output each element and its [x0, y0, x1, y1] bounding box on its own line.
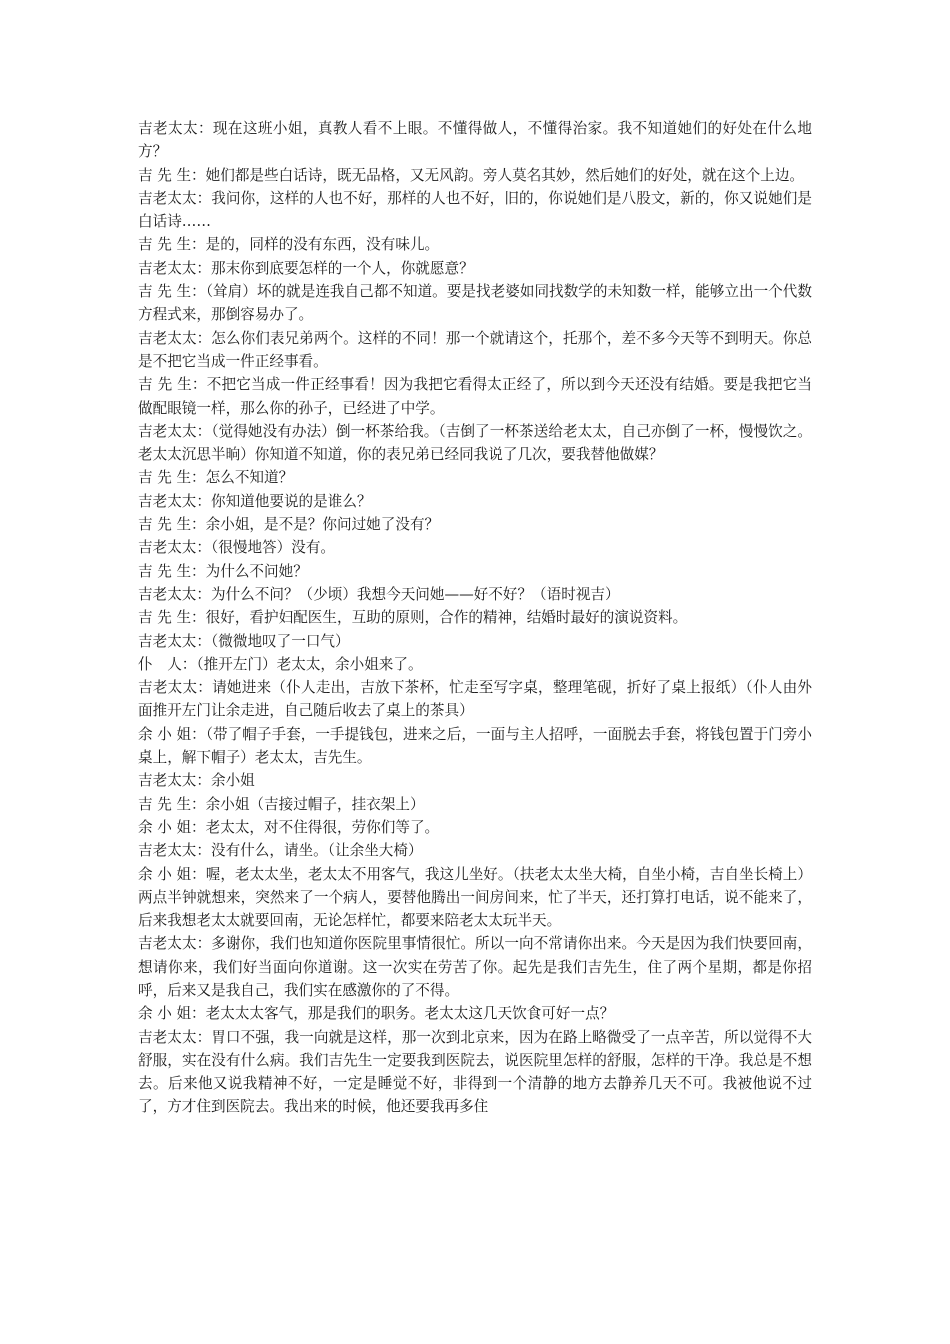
dialogue-line: 吉 先 生：不把它当成一件正经事看！因为我把它看得太正经了，所以到今天还没有结婚。要是我把它当做配眼镜一样，那么你的孙子，已经进了中学。 — [138, 376, 812, 417]
dialogue-line: 吉老太太：怎么你们表兄弟两个。这样的不同！那一个就请这个，托那个，差不多今天等不到明天。你总是不把它当成一件正经事看。 — [138, 329, 812, 370]
dialogue-line: 吉老太太：余小姐 — [138, 772, 255, 790]
dialogue-line: 吉老太太：那末你到底要怎样的一个人，你就愿意？ — [138, 259, 474, 277]
dialogue-line: 吉老太太：多谢你，我们也知道你医院里事情很忙。所以一向不常请你出来。今天是因为我们快要回南，想请你来，我们好当面向你道谢。这一次实在劳苦了你。起先是我们吉先生，住了两个星期，都是你招呼，后来又是我自己，我们实在感激你的了不得。 — [138, 935, 812, 999]
dialogue-line: 吉 先 生：怎么不知道？ — [138, 469, 294, 487]
dialogue-line: 吉老太太：请她进来（仆人走出，吉放下茶杯，忙走至写字桌，整理笔砚，折好了桌上报纸）（仆人由外面推开左门让余走进，自己随后收去了桌上的茶具） — [138, 679, 812, 720]
dialogue-line: 余 小 姐：喔，老太太坐，老太太不用客气，我这儿坐好。（扶老太太坐大椅，自坐小椅，吉自坐长椅上）两点半钟就想来，突然来了一个病人，要替他腾出一间房间来，忙了半天，还打算打电话，说不能来了，后来我想老太太就要回南，无论怎样忙，都要来陪老太太玩半天。 — [138, 865, 812, 930]
dialogue-line: 吉老太太：（很慢地答）没有。 — [138, 539, 336, 557]
dialogue-line: 余 小 姐：老太太太客气，那是我们的职务。老太太这几天饮食可好一点？ — [138, 1005, 615, 1023]
dialogue-line: 吉老太太：我问你，这样的人也不好，那样的人也不好，旧的，你说她们是八股文，新的，你又说她们是白话诗…… — [138, 189, 812, 231]
dialogue-line: 余 小 姐：老太太，对不住得很，劳你们等了。 — [138, 818, 440, 836]
dialogue-line: 吉老太太：你知道他要说的是谁么？ — [138, 492, 372, 510]
dialogue-line: 吉 先 生：余小姐（吉接过帽子，挂衣架上） — [138, 795, 425, 813]
dialogue-line: 余 小 姐：（带了帽子手套，一手提钱包，进来之后，一面与主人招呼，一面脱去手套，将钱包置于门旁小桌上，解下帽子）老太太，吉先生。 — [138, 725, 812, 767]
dialogue-line: 吉 先 生：是的，同样的没有东西，没有味儿。 — [138, 236, 440, 254]
dialogue-line: 吉老太太：（微微地叹了一口气） — [138, 632, 350, 650]
dialogue-line: 吉 先 生：她们都是些白话诗，既无品格，又无风韵。旁人莫名其妙，然后她们的好处，就在这个上边。 — [138, 166, 805, 184]
dialogue-line: 吉老太太：（觉得她没有办法）倒一杯茶给我。（吉倒了一杯茶送给老太太，自己亦倒了一杯，慢慢饮之。老太太沉思半晌）你知道不知道，你的表兄弟已经同我说了几次，要我替他做媒？ — [138, 422, 812, 464]
document-page — [138, 117, 812, 1119]
dialogue-line: 吉 先 生：余小姐，是不是？你问过她了没有？ — [138, 516, 440, 534]
dialogue-line: 吉 先 生：（耸肩）坏的就是连我自己都不知道。要是找老婆如同找数学的未知数一样，能够立出一个代数方程式来，那倒容易办了。 — [138, 283, 812, 324]
dialogue-line: 吉老太太：没有什么，请坐。（让余坐大椅） — [138, 842, 423, 860]
dialogue-line: 吉 先 生：为什么不问她？ — [138, 562, 308, 580]
dialogue-line: 吉老太太：为什么不问？（少顷）我想今天问她——好不好？（语时视吉） — [138, 585, 620, 603]
dialogue-line: 吉老太太：胃口不强，我一向就是这样，那一次到北京来，因为在路上略微受了一点辛苦，所以觉得不大舒服，实在没有什么病。我们吉先生一定要我到医院去，说医院里怎样的舒服，怎样的干净。我总是不想去。后来他又说我精神不好，一定是睡觉不好，非得到一个清静的地方去静养几天不可。我被他说不过了，方才住到医院去。我出来的时候，他还要我再多住 — [138, 1028, 812, 1116]
dialogue-line: 吉老太太：现在这班小姐，真教人看不上眼。不懂得做人，不懂得治家。我不知道她们的好处在什么地方？ — [138, 120, 812, 161]
dialogue-line: 吉 先 生：很好，看护妇配医生，互助的原则，合作的精神，结婚时最好的演说资料。 — [138, 609, 688, 627]
dialogue-line: 仆 人：（推开左门）老太太，余小姐来了。 — [138, 655, 423, 673]
